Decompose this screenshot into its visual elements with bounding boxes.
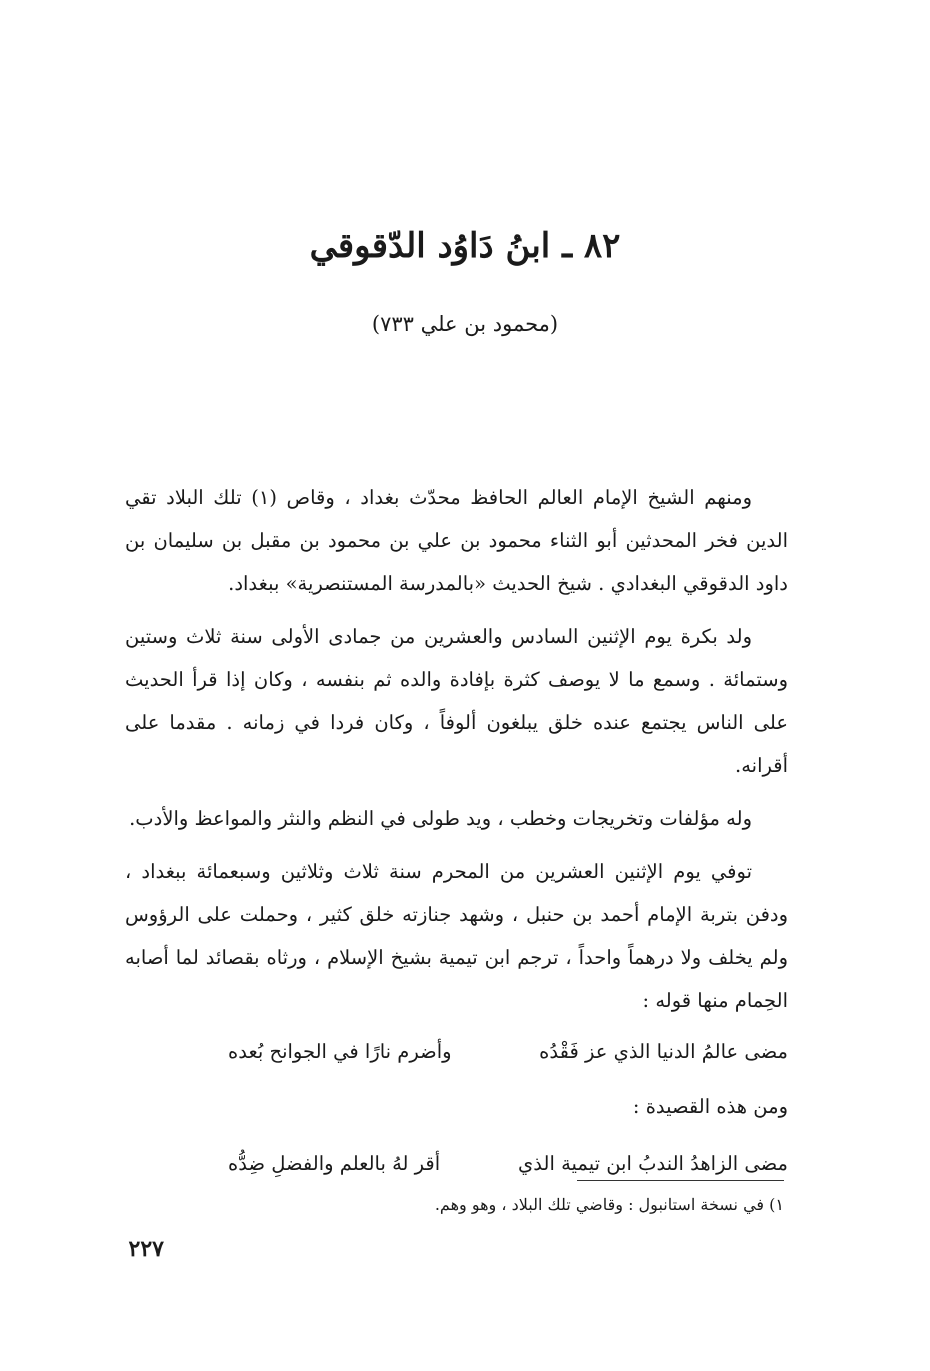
footnote-divider bbox=[577, 1180, 784, 1181]
verse-1-second-hemistich: وأضرم نارًا في الجوانح بُعده bbox=[228, 1040, 452, 1063]
footnote: ١) في نسخة استانبول : وقاضي تلك البلاد ، وهو وهم. bbox=[434, 1195, 784, 1214]
paragraph-works: وله مؤلفات وتخريجات وخطب ، ويد طولى في النظم والنثر والمواعظ والأدب. bbox=[129, 807, 752, 830]
verse-2-second-hemistich: أقر لهُ بالعلم والفضلِ ضِدُّه bbox=[228, 1152, 441, 1175]
verse-intro: ومن هذه القصيدة : bbox=[632, 1095, 788, 1118]
page-number: ٢٢٧ bbox=[128, 1236, 164, 1262]
paragraph-death: توفي يوم الإثنين العشرين من المحرم سنة ثلاث وثلاثين وسبعمائة ببغداد ، ودفن بتربة الإمام أحمد بن حنبل ، وشهد جنازته خلق كثير ، وحملت على الرؤوس ولم يخلف ولا درهماً واحداً ، ترجم ابن تيمية بشيخ الإسلام ، ورثاه بقصائد لما أصابه الحِمام منها قوله : bbox=[125, 860, 788, 1012]
verse-line-2 bbox=[228, 1142, 788, 1185]
verse-line-1 bbox=[228, 1030, 788, 1073]
entry-body bbox=[125, 476, 788, 1197]
verse-2-first-hemistich: مضى الزاهدُ الندبُ ابن تيمية الذي bbox=[518, 1152, 788, 1175]
paragraph-intro: ومنهم الشيخ الإمام العالم الحافظ محدّث بغداد ، وقاص (١) تلك البلاد تقي الدين فخر المحدثين أبو الثناء محمود بن علي بن محمود بن مقبل بن سليمان بن داود الدقوقي البغدادي . شيخ الحديث «بالمدرسة المستنصرية» ببغداد. bbox=[125, 486, 788, 595]
entry-subheading: (محمود بن علي ٧٣٣) bbox=[371, 312, 559, 336]
verse-1-first-hemistich: مضى عالمُ الدنيا الذي عز فَقْدُه bbox=[539, 1040, 788, 1063]
paragraph-birth: ولد بكرة يوم الإثنين السادس والعشرين من جمادى الأولى سنة ثلاث وستين وستمائة . وسمع ما لا يوصف كثرة بإفادة والده ثم بنفسه ، وكان إذا قرأ الحديث على الناس يجتمع عنده خلق يبلغون ألوفاً ، وكان فردا في زمانه . مقدما على أقرانه. bbox=[125, 625, 788, 777]
entry-heading: ٨٢ ـ ابنُ دَاوُد الدّقوقي bbox=[309, 226, 621, 266]
